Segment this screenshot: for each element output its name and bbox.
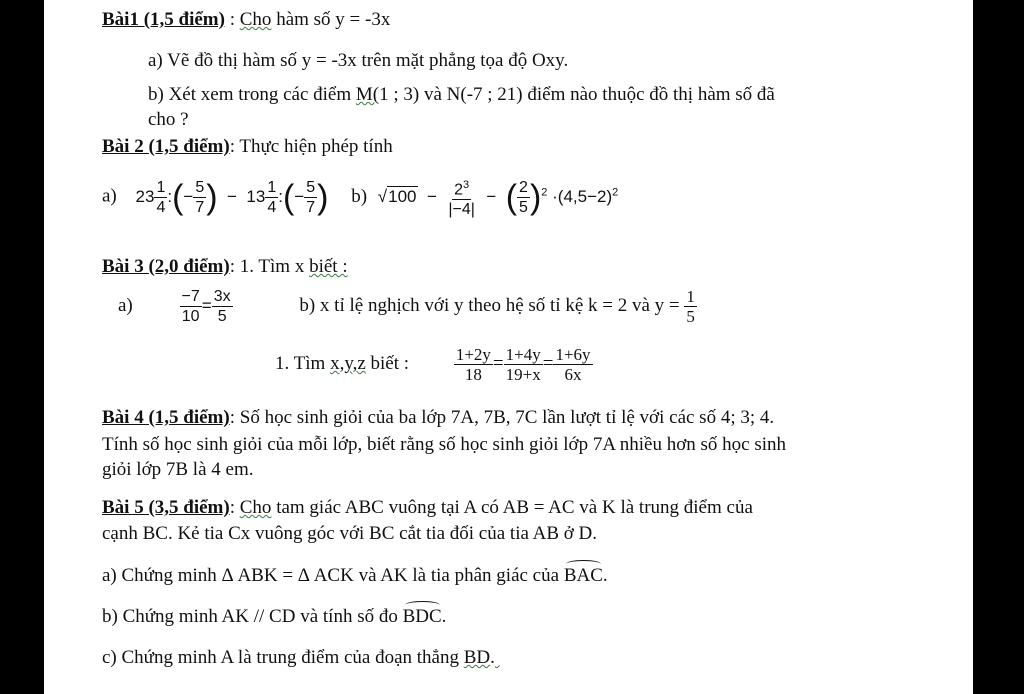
bai3-heading: Bài 3 (2,0 điểm)	[102, 256, 230, 277]
bai4-line-1: Bài 4 (1,5 điểm): Số học sinh giỏi của ba lớp 7A, 7B, 7C lần lượt tỉ lệ với các số 4; 3; 4.	[102, 407, 775, 428]
bai2-line: Bài 2 (1,5 điểm): Thực hiện phép tính	[102, 136, 393, 157]
bai5-line-1: Bài 5 (3,5 điểm): Cho tam giác ABC vuông tại A có AB = AC và K là trung điểm của	[102, 497, 753, 518]
bai2-heading: Bài 2 (1,5 điểm)	[102, 136, 230, 157]
bai1-part-a: a) Vẽ đồ thị hàm số y = -3x trên mặt phẳng tọa độ Oxy.	[148, 50, 569, 71]
bai4-line-3: giỏi lớp 7B là 4 em.	[102, 459, 254, 480]
bai3-equation-a: $\frac{-7}{10}$ = $\frac{3x}{5}$	[181, 288, 231, 326]
bai1-part-b: b) Xét xem trong các điểm M(1 ; 3) và N(-7 ; 21) điểm nào thuộc đồ thị hàm số đã	[148, 84, 775, 105]
bai2-expressions: a) 23 $\frac{1}{4}$ :(− $\frac{5}{7}$ ) − 13 $\frac{1}{4}$ :(− $\frac{5}{7}$ ) b) √100 − $\frac{2^3}{|-4|}$ − ( $\frac{2}{5}$ )$^2 \cdot(4,5-2)^2$	[102, 168, 618, 221]
bai5-heading: Bài 5 (3,5 điểm)	[102, 497, 230, 518]
angle-bac: BAC	[563, 565, 603, 586]
bai4-heading: Bài 4 (1,5 điểm)	[102, 407, 230, 428]
bai3-line: Bài 3 (2,0 điểm): 1. Tìm x biết :	[102, 256, 348, 277]
bai3-equation-xyz: $\frac{1+2y}{18}$ = $\frac{1+4y}{19+x}$ = $\frac{1+6y}{6x}$	[455, 345, 591, 385]
bai1-line: Bài1 (1,5 điểm) : Cho hàm số y = -3x	[102, 9, 391, 30]
bai5-part-b: b) Chứng minh AK // CD và tính số đo BDC.	[102, 606, 447, 627]
bai2-expr-a: 23 $\frac{1}{4}$ :(− $\frac{5}{7}$ ) − 13 $\frac{1}{4}$ :(− $\frac{5}{7}$ )	[135, 178, 329, 217]
bai2-expr-b: √100 − $\frac{2^3}{|-4|}$ − ( $\frac{2}{5}$ )$^2 \cdot(4,5-2)^2$	[378, 187, 618, 206]
bai3-row-2: 1. Tìm x,y,z biết : $\frac{1+2y}{18}$ = $\frac{1+4y}{19+x}$ = $\frac{1+6y}{6x}$	[275, 345, 591, 385]
bai5-part-a: a) Chứng minh Δ ABK = Δ ACK và AK là tia phân giác của BAC.	[102, 565, 608, 586]
bai5-part-c: c) Chứng minh A là trung điểm của đoạn thẳng BD.	[102, 647, 495, 668]
angle-bdc: BDC	[402, 606, 442, 627]
bai1-heading: Bài1 (1,5 điểm)	[102, 9, 225, 30]
bai5-line-2: cạnh BC. Kẻ tia Cx vuông góc với BC cắt tia đối của tia AB ở D.	[102, 523, 598, 544]
document-page	[44, 0, 973, 694]
bai1-part-b-cont: cho ?	[148, 109, 189, 130]
bai4-line-2: Tính số học sinh giỏi của mỗi lớp, biết rằng số học sinh giỏi lớp 7A nhiều hơn số học sinh	[102, 434, 787, 455]
bai3-row-1: a) $\frac{-7}{10}$ = $\frac{3x}{5}$ b) x tỉ lệ nghịch với y theo hệ số tỉ kệ k = 2 và y = $\frac{1}{5}$	[118, 287, 695, 327]
